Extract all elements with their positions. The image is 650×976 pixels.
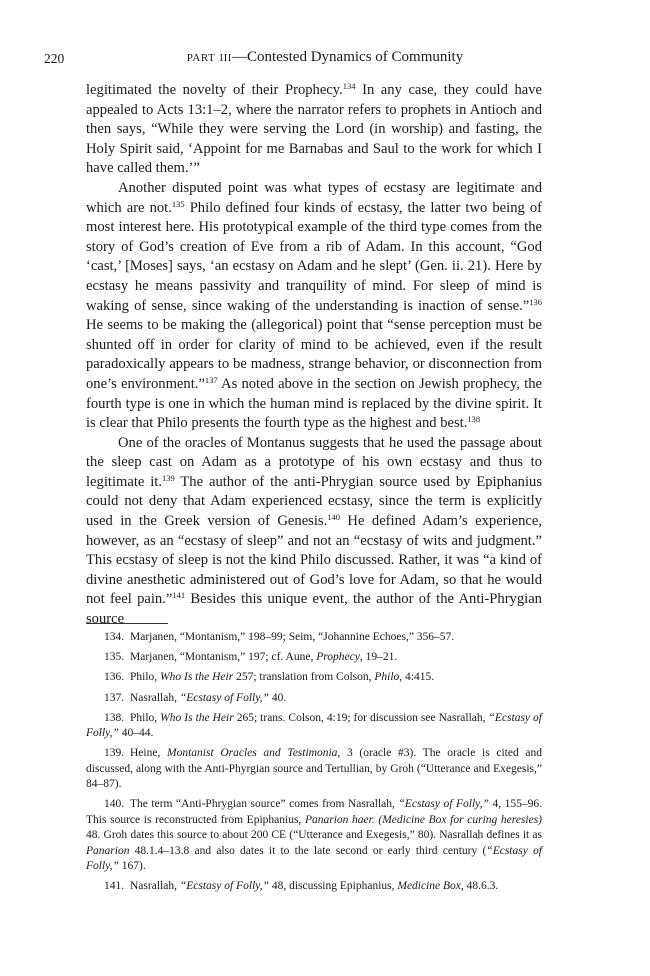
text-run: 40. (268, 691, 287, 704)
italic-text: “Ecstasy of Folly,” (179, 691, 269, 704)
footnote (86, 711, 542, 742)
footnote (86, 746, 542, 792)
text-run: The author of the anti-Phrygian source used by Epiphanius could not deny that Adam experienced ecstasy, since the term is explicitly used in the Greek version of Genesis. (86, 473, 542, 530)
text-run: Nasrallah, (130, 691, 180, 704)
text-run: , 3 (oracle #3). The oracle is cited and discussed, along with the Anti-Phyrgian source and Tertullian, by Groh (“Utterance and Exegesis,” 84–87). (86, 747, 542, 791)
page-number: 220 (44, 51, 65, 66)
body-paragraph (86, 179, 542, 434)
text-run: Marjanen, “Montanism,” 197; cf. Aune, (130, 651, 317, 664)
footnote-ref: 139 (162, 472, 175, 483)
footnote-ref: 141 (172, 590, 186, 601)
text-run: Philo, (130, 711, 161, 724)
text-run: , 48.6.3. (460, 880, 499, 893)
italic-text: Panarion (86, 844, 130, 857)
footnote-number: 137. (104, 691, 125, 704)
footnote (86, 879, 542, 894)
text-run: 48, discussing Epiphanius, (268, 880, 398, 893)
text-run: 265; trans. Colson, 4:19; for discussion see Nasrallah, (233, 711, 489, 724)
footnote-ref: 138 (467, 414, 481, 425)
part-title: —Contested Dynamics of Community (231, 49, 464, 65)
footnote (86, 797, 542, 874)
italic-text: Panarion haer. (Medicine Box for curing heresies) (304, 813, 542, 826)
footnote-ref: 134 (342, 81, 356, 91)
italic-text: “Ecstasy of Folly,” (179, 880, 269, 893)
italic-text: “Ecstasy of Folly,” (398, 798, 489, 811)
footnote (86, 691, 542, 706)
italic-text: “Ecstasy of Folly,” (86, 711, 542, 740)
text-run: Another disputed point was what types of ecstasy are legitimate and which are not. (86, 179, 542, 216)
text-run: 167). (118, 860, 146, 873)
text-run: 40–44. (118, 727, 154, 740)
text-run: Philo defined four kinds of ecstasy, the latter two being of most interest here. His prototypical example of the third type comes from the story of God’s creation of Eve from a rib of Adam. In this account, “God ‘cast,’ [Moses] says, ‘an ecstasy on Adam and he slept’ (Gen. ii. 21). Here by ecstasy he means passivity and tranquility of mind. For sleep of mind is waking of sense, since waking of the understanding is inaction of sense.” (86, 199, 542, 314)
text-run: As noted above in the section on Jewish prophecy, the fourth type is one in which the human mind is replaced by the divine spirit. It is clear that Philo presents the fourth type as the highest and best. (86, 375, 542, 432)
text-run: 48. Groh dates this source to about 200 CE (“Utterance and Exegesis,” 80). Nasrallah defines it as (86, 829, 542, 842)
text-run: One of the oracles of Montanus suggests that he used the passage about the sleep cast on Adam as a prototype of his own ecstasy and thus to legitimate it. (86, 434, 542, 490)
italic-text: “Ecstasy of Folly,” (86, 844, 542, 873)
footnotes (86, 630, 542, 899)
text-run: , 4:415. (399, 671, 435, 684)
italic-text: Prophecy (316, 651, 360, 664)
text-run: Marjanen, “Montanism,” 198–99; Seim, “Johannine Echoes,” 356–57. (130, 631, 455, 643)
text-run: The term “Anti-Phrygian source” comes from Nasrallah, (130, 798, 399, 811)
text-run: Philo, (130, 671, 161, 684)
italic-text: Montanist Oracles and Testimonia (167, 747, 338, 760)
italic-text: Who Is the Heir (160, 671, 234, 684)
italic-text: Medicine Box (397, 880, 461, 893)
footnote-ref: 137 (204, 374, 218, 385)
footnote-number: 135. (104, 651, 125, 664)
part-label: part iii (186, 49, 232, 65)
footnote-number: 139. (104, 747, 125, 760)
footnote (86, 630, 542, 645)
italic-text: Philo (374, 671, 400, 684)
text-run: 48.1.4–13.8 and also dates it to the late second or early third century ( (129, 844, 487, 857)
footnote-rule (86, 623, 168, 624)
footnote-ref: 140 (327, 512, 340, 523)
text-run: In any case, they could have appealed to Acts 13:1–2, where the narrator refers to prophets in Antioch and then says, “While they were serving the Lord (in worship) and fasting, the Holy Spirit said, ‘Appoint for me Barnabas and Saul to the work for which I have called them.’” (86, 82, 542, 177)
footnote (86, 670, 542, 685)
text-run: He defined Adam’s experience, however, as an “ecstasy of sleep” and not an “ecstasy of wits and judgment.” This ecstasy of sleep is not the kind Philo discussed. Rather, it was “a kind of divine anesthetic administered out of God’s love for Adam, so that he would not feel pain.” (86, 513, 542, 608)
footnote-number: 141. (104, 880, 125, 893)
text-run: He seems to be making the (allegorical) point that “sense perception must be shunted off in order for clarity of mind to be achieved, even if the result paradoxically appears to be madness, strange behavior, or disconnection from one’s environment.” (86, 317, 542, 392)
footnote (86, 650, 542, 665)
body-paragraph (86, 81, 542, 179)
footnote-number: 138. (104, 711, 125, 724)
running-head (0, 49, 650, 66)
text-run: Besides this unique event, the author of the Anti-Phrygian source (86, 591, 542, 628)
footnote-ref: 135 (171, 198, 185, 209)
text-run: Nasrallah, (130, 880, 180, 893)
footnote-number: 136. (104, 671, 125, 684)
footnote-ref: 136 (529, 296, 542, 307)
text-run: 4, 155–96. This source is reconstructed from Epiphanius, (86, 798, 543, 826)
main-text (86, 81, 542, 630)
footnote-number: 140. (104, 798, 125, 811)
body-paragraph (86, 434, 542, 630)
text-run: Heine, (130, 747, 168, 760)
text-run: 257; translation from Colson, (233, 671, 375, 684)
italic-text: Who Is the Heir (160, 711, 234, 724)
text-run: , 19–21. (359, 651, 398, 664)
text-run: legitimated the novelty of their Prophecy. (86, 82, 343, 98)
footnote-number: 134. (104, 631, 125, 643)
